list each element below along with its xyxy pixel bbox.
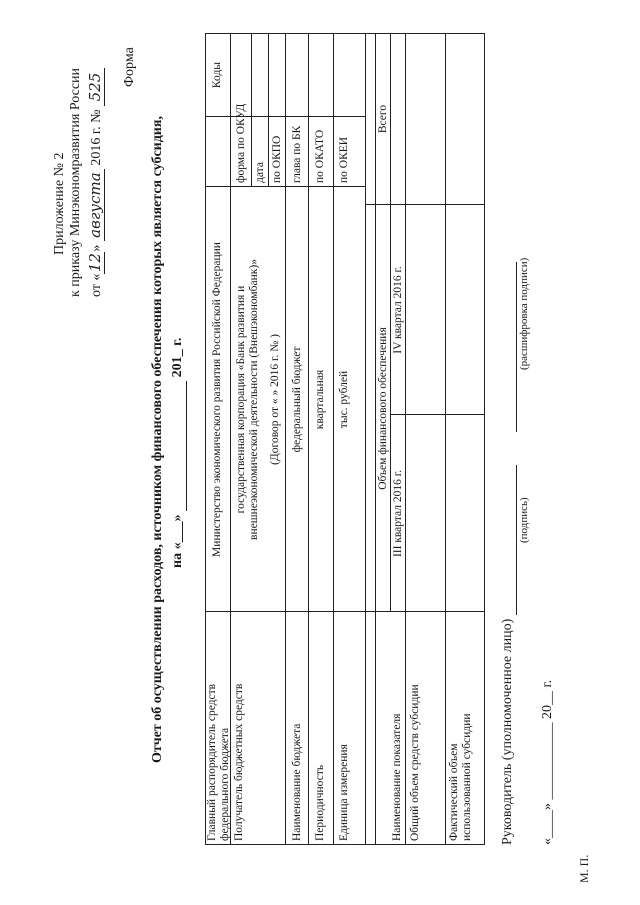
row-value-recipient-2: внешнеэкономической деятельности (Внешэкономбанк)» — [248, 259, 260, 540]
code-label-okei: по ОКЕИ — [338, 136, 350, 183]
row-value-recipient-3: (Договор от « » 2016 г. № ) — [269, 334, 281, 465]
signature-date: «____» ___________ 20__ г. — [540, 679, 555, 845]
order-from-text: от « — [89, 273, 104, 297]
order-month: августа — [86, 169, 105, 241]
code-label-okpo: по ОКПО — [271, 135, 283, 183]
row-value-budget: федеральный бюджет — [291, 346, 303, 453]
order-day: 12 — [86, 253, 104, 273]
col-q3-2016: III квартал 2016 г. — [392, 469, 404, 558]
row-label-periodicity: Периодичность — [314, 764, 326, 841]
row-label-unit: Единица измерения — [338, 744, 350, 841]
code-label-okato: по ОКАТО — [314, 129, 326, 183]
code-label-date: дата — [254, 162, 266, 183]
appendix-label: Приложение № 2 — [52, 152, 67, 255]
code-label-okud: форма по ОКУД — [235, 103, 247, 183]
head-signature-line — [500, 262, 517, 845]
report-period — [170, 338, 187, 568]
col-indicator-name: Наименование показателя — [391, 713, 403, 841]
form-word: Форма — [122, 47, 137, 87]
row-used-subsidy: Фактический объем использованной субсидии — [448, 713, 473, 841]
code-label-bk: глава по БК — [291, 125, 303, 183]
order-date-line — [86, 68, 105, 297]
report-table — [205, 33, 485, 845]
row-value-recipient-1: государственная корпорация «Банк развития и — [235, 285, 247, 514]
row-label-budget: Наименование бюджета — [291, 723, 303, 841]
row-value-periodicity: квартальная — [314, 369, 326, 430]
order-mid-text: » — [89, 244, 104, 252]
sign-caption: (подпись) — [518, 497, 530, 543]
period-suffix: 201_ г. — [170, 337, 185, 378]
stamp-placeholder: М. П. — [577, 854, 591, 883]
row-value-main-manager: Министерство экономического развития Российской Федерации — [211, 242, 223, 557]
period-prefix: на «___» — [170, 514, 185, 568]
row-value-unit: тыс. рублей — [338, 370, 350, 429]
finance-group-header: Объем финансового обеспечения — [377, 327, 389, 490]
row-label-main-manager: Главный распорядитель средств федерального бюджета — [206, 683, 231, 841]
row-label-recipient: Получатель бюджетных средств — [233, 683, 245, 841]
decode-caption: (расшифровка подписи) — [518, 257, 530, 370]
col-q4-2016: IV квартал 2016 г. — [392, 266, 404, 354]
order-number: 525 — [86, 68, 105, 106]
order-reference: к приказу Минэкономразвития России — [68, 67, 83, 297]
col-total: Всего — [377, 104, 389, 134]
report-title: Отчет об осуществлении расходов, источником финансового обеспечения которых является субсидия, — [150, 116, 165, 763]
codes-header: Коды — [211, 61, 223, 89]
row-total-subsidy: Общий объем средств субсидии — [409, 684, 421, 841]
head-label: Руководитель (уполномоченное лицо) — [500, 618, 515, 845]
order-year-text: 2016 г. № — [89, 109, 104, 166]
